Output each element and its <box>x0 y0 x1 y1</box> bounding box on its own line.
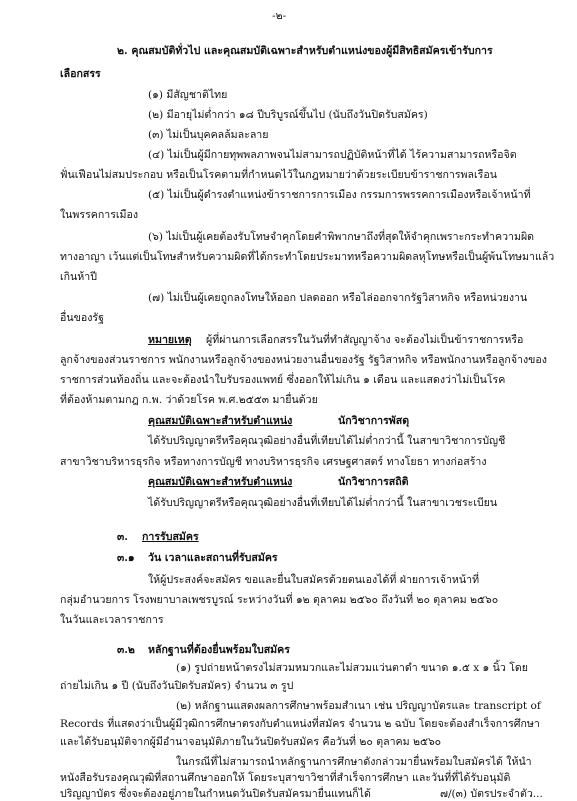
list-item: (๔) ไม่เป็นผู้มีกายทุพพลภาพจนไม่สามารถปฏิบัติหน้าที่ได้ ไร้ความสามารถหรือจิต <box>148 149 517 161</box>
paragraph-text: ให้ผู้ประสงค์จะสมัคร ขอและยื่นใบสมัครด้วยตนเองได้ที่ ฝ่ายการเจ้าหน้าที่ <box>148 574 480 586</box>
section2-heading: ๒. คุณสมบัติทั่วไป และคุณสมบัติเฉพาะสำหรับตำแหน่งของผู้มีสิทธิสมัครเข้ารับการ <box>117 45 493 57</box>
list-item: (๒) มีอายุไม่ต่ำกว่า ๑๘ ปีบริบูรณ์ขึ้นไป (นับถึงวันปิดรับสมัคร) <box>148 109 428 121</box>
note-text: ที่ต้องห้ามตามกฎ ก.พ. ว่าด้วยโรค พ.ศ.๒๕๕๓ มายื่นด้วย <box>60 394 318 406</box>
list-item: (๕) ไม่เป็นผู้ดำรงตำแหน่งข้าราชการการเมือง กรรมการพรรคการเมืองหรือเจ้าหน้าที่ <box>148 189 531 201</box>
subsection-number: ๓.๑ <box>117 552 135 564</box>
paragraph-text: กลุ่มอำนวยการ โรงพยาบาลเพชรบูรณ์ ระหว่างวันที่ ๑๒ ตุลาคม ๒๕๖๐ ถึงวันที่ ๒๐ ตุลาคม ๒๕๖๐ <box>60 594 499 606</box>
paragraph-text: ปริญญาบัตร ซึ่งจะต้องอยู่ภายในกำหนดวันปิดรับสมัครมายื่นแทนก็ได้ <box>60 788 371 800</box>
list-item: (๖) ไม่เป็นผู้เคยต้องรับโทษจำคุกโดยคำพิพากษาถึงที่สุดให้จำคุกเพราะกระทำความผิด <box>148 231 535 243</box>
qualification-position: นักวิชาการพัสดุ <box>338 415 410 427</box>
qualification-label: คุณสมบัติเฉพาะสำหรับตำแหน่ง <box>148 415 293 427</box>
list-item-cont: Records ที่แสดงว่าเป็นผู้มีวุฒิการศึกษาตรงกับตำแหน่งที่สมัคร จำนวน ๒ ฉบับ โดยจะต้องสำเร็จการศึกษา <box>60 718 540 730</box>
note-label: หมายเหตุ <box>148 334 192 346</box>
qualification-text: ได้รับปริญญาตรีหรือคุณวุฒิอย่างอื่นที่เทียบได้ไม่ต่ำกว่านี้ ในสาขาเวชระเบียน <box>148 497 498 509</box>
note-text: ผู้ที่ผ่านการเลือกสรรในวันที่ทำสัญญาจ้าง จะต้องไม่เป็นข้าราชการหรือ <box>206 334 524 346</box>
list-item: (๓) ไม่เป็นบุคคลล้มละลาย <box>148 129 269 141</box>
list-item-cont: ถ่ายไม่เกิน ๑ ปี (นับถึงวันปิดรับสมัคร) จำนวน ๓ รูป <box>60 680 294 692</box>
continuation-marker: ๗/(๓) บัตรประจำตัว... <box>440 788 543 800</box>
subsection-heading: หลักฐานที่ต้องยื่นพร้อมใบสมัคร <box>148 644 290 656</box>
section2-heading-cont: เลือกสรร <box>60 68 101 80</box>
qualification-label: คุณสมบัติเฉพาะสำหรับตำแหน่ง <box>148 476 293 488</box>
section3-heading: การรับสมัคร <box>142 531 199 543</box>
list-item-cont: อื่นของรัฐ <box>60 312 104 324</box>
note-text: ราชการส่วนท้องถิ่น และจะต้องนำใบรับรองแพทย์ ซึ่งออกให้ไม่เกิน ๑ เดือน และแสดงว่าไม่เป็นโรค <box>60 374 506 386</box>
note-text: ลูกจ้างของส่วนราชการ พนักงานหรือลูกจ้างของหน่วยงานอื่นของรัฐ รัฐวิสาหกิจ หรือพนักงานหรือลูกจ้างของ <box>60 354 547 366</box>
list-item: (๗) ไม่เป็นผู้เคยถูกลงโทษให้ออก ปลดออก หรือไล่ออกจากรัฐวิสาหกิจ หรือหน่วยงาน <box>148 292 528 304</box>
list-item-cont: ฟั่นเฟือนไม่สมประกอบ หรือเป็นโรคตามที่กำหนดไว้ในกฎหมายว่าด้วยระเบียบข้าราชการพลเรือน <box>60 169 497 181</box>
subsection-heading: วัน เวลาและสถานที่รับสมัคร <box>148 552 278 564</box>
paragraph-text: หนังสือรับรองคุณวุฒิที่สถานศึกษาออกให้ โดยระบุสาขาวิชาที่สำเร็จการศึกษา และวันที่ที่ได้รับอนุมัติ <box>60 772 511 784</box>
paragraph-text: ในวันและเวลาราชการ <box>60 614 164 626</box>
list-item-cont: เกินห้าปี <box>60 271 97 283</box>
list-item-cont: ทางอาญา เว้นแต่เป็นโทษสำหรับความผิดที่ได้กระทำโดยประมาทหรือความผิดลหุโทษหรือเป็นผู้พ้นโทษมาแล้ว <box>60 251 555 263</box>
paragraph-text: ในกรณีที่ไม่สามารถนำหลักฐานการศึกษาดังกล่าวมายื่นพร้อมใบสมัครได้ ให้นำ <box>176 756 532 768</box>
list-item-cont: ในพรรคการเมือง <box>60 209 139 221</box>
section3-number: ๓. <box>117 531 128 543</box>
list-item-cont: และได้รับอนุมัติจากผู้มีอำนาจอนุมัติภายในวันปิดรับสมัคร คือวันที่ ๒๐ ตุลาคม ๒๕๖๐ <box>60 736 442 748</box>
qualification-text: ได้รับปริญญาตรีหรือคุณวุฒิอย่างอื่นที่เทียบได้ไม่ต่ำกว่านี้ ในสาขาวิชาการบัญชี <box>148 435 506 447</box>
qualification-position: นักวิชาการสถิติ <box>338 476 409 488</box>
list-item: (๑) รูปถ่ายหน้าตรงไม่สวมหมวกและไม่สวมแว่นตาดำ ขนาด ๑.๕ x ๑ นิ้ว โดย <box>176 662 528 674</box>
subsection-number: ๓.๒ <box>117 644 135 656</box>
list-item: (๑) มีสัญชาติไทย <box>148 89 228 101</box>
qualification-text: สาขาวิชาบริหารธุรกิจ หรือทางการบัญชี ทางบริหารธุรกิจ เศรษฐศาสตร์ ทางโยธา ทางก่อสร้าง <box>60 456 487 468</box>
page-number: -๒- <box>272 10 287 22</box>
list-item: (๒) หลักฐานแสดงผลการศึกษาพร้อมสำเนา เช่น ปริญญาบัตรและ transcript of <box>176 700 541 712</box>
